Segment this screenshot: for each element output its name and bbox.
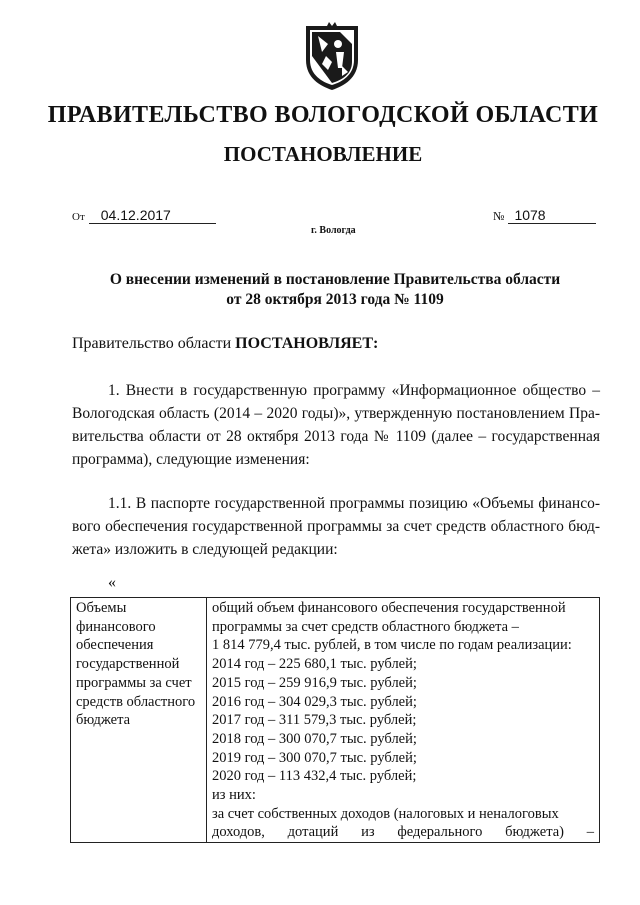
label-line: средств областного: [76, 693, 196, 710]
subject-line: от 28 октября 2013 года № 1109: [226, 291, 444, 308]
number-value: 1078: [508, 207, 596, 224]
passport-label-cell: [71, 598, 207, 843]
opening-quote: «: [108, 574, 116, 591]
city-name: г. Вологда: [311, 225, 356, 236]
value-line: программы за счет средств областного бюджета –: [212, 618, 519, 635]
table-row: [71, 598, 600, 843]
coat-of-arms-icon: [302, 22, 362, 92]
paragraph-line: жета» изложить в следующей редакции:: [72, 541, 338, 558]
paragraph-line: вительства области от 28 октября 2013 года № 1109 (далее – государственная: [72, 428, 600, 445]
value-line: 2015 год – 259 916,9 тыс. рублей;: [212, 674, 417, 691]
value-line: 2019 год – 300 070,7 тыс. рублей;: [212, 749, 417, 766]
value-line: 2017 год – 311 579,3 тыс. рублей;: [212, 712, 417, 729]
passport-value-cell: [207, 598, 600, 843]
paragraph-line: 1. Внести в государственную программу «Информационное общество –: [108, 382, 600, 399]
value-line: 2018 год – 300 070,7 тыс. рублей;: [212, 730, 417, 747]
date-prefix: От: [72, 211, 85, 223]
date-value: 04.12.2017: [89, 207, 216, 224]
paragraph-line: 1.1. В паспорте государственной программы позицию «Объемы финансо-: [108, 495, 600, 512]
paragraph-line: программа), следующие изменения:: [72, 451, 310, 468]
value-line: из них:: [212, 787, 256, 804]
paragraph-line: вого обеспечения государственной программы за счет средств областного бюд-: [72, 518, 600, 535]
label-line: финансового: [76, 618, 156, 635]
value-line: 1 814 779,4 тыс. рублей, в том числе по годам реализации:: [212, 637, 572, 654]
paragraph-1-1: [72, 492, 600, 561]
passport-table: [70, 597, 600, 843]
value-line: 2020 год – 113 432,4 тыс. рублей;: [212, 768, 417, 785]
label-line: Объемы: [76, 600, 127, 616]
paragraph-1: [72, 379, 600, 471]
decree-verb: ПОСТАНОВЛЯЕТ:: [235, 335, 379, 352]
label-line: бюджета: [76, 712, 131, 729]
document-subject: [70, 270, 600, 310]
decree-lead: Правительство области: [72, 335, 232, 352]
document-date: [72, 207, 216, 224]
value-line: 2016 год – 304 029,3 тыс. рублей;: [212, 693, 417, 710]
label-line: обеспечения: [76, 637, 154, 654]
value-line: за счет собственных доходов (налоговых и неналоговых: [212, 805, 559, 822]
document-number: [493, 207, 596, 224]
subject-line: О внесении изменений в постановление Правительства области: [109, 271, 561, 288]
value-line: общий объем финансового обеспечения государственной: [212, 600, 566, 616]
label-line: программы за счет: [76, 674, 192, 691]
value-line: доходов, дотаций из федерального бюджета) –: [212, 824, 594, 841]
paragraph-line: Вологодская область (2014 – 2020 годы)», утвержденную постановлением Пра-: [72, 405, 600, 422]
number-prefix: №: [493, 209, 505, 223]
decree-statement: [72, 335, 378, 353]
document-type: ПОСТАНОВЛЕНИЕ: [223, 142, 423, 166]
value-line: 2014 год – 225 680,1 тыс. рублей;: [212, 656, 417, 673]
org-title: ПРАВИТЕЛЬСТВО ВОЛОГОДСКОЙ ОБЛАСТИ: [47, 102, 599, 128]
label-line: государственной: [76, 656, 180, 673]
